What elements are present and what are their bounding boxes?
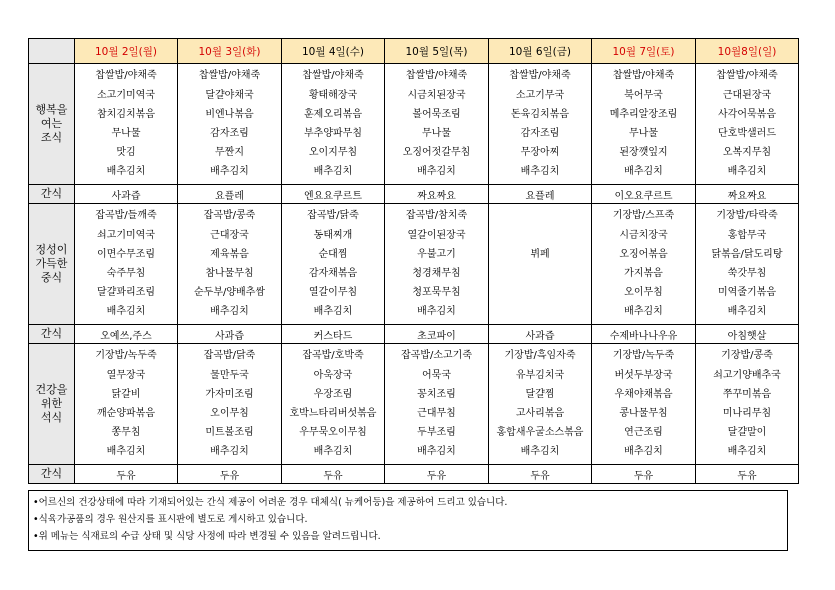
snack-1-item: 엔요요쿠르트 bbox=[282, 185, 385, 204]
snack-2-item: 오예쓰,주스 bbox=[75, 325, 178, 344]
menu-item: 비엔나볶음 bbox=[205, 108, 254, 120]
menu-item: 배추김치 bbox=[520, 446, 560, 458]
menu-item: 기장밥/콩죽 bbox=[721, 350, 773, 362]
snack-2-item: 수제바나나우유 bbox=[592, 325, 696, 344]
dinner-menu-cell bbox=[489, 344, 592, 465]
dinner-row bbox=[29, 344, 799, 465]
menu-item: 배추김치 bbox=[106, 166, 146, 178]
snack-2-item: 사과즙 bbox=[178, 325, 282, 344]
menu-item: 시금치된장국 bbox=[407, 89, 466, 101]
menu-item: 오이지무침 bbox=[308, 147, 358, 159]
breakfast-menu-cell bbox=[385, 64, 489, 185]
menu-item: 뷔페 bbox=[530, 248, 550, 260]
menu-item: 오징어젓갈무침 bbox=[402, 147, 471, 159]
lunch-label: 정성이 가득한 중식 bbox=[29, 204, 75, 325]
lunch-menu-cell bbox=[75, 204, 178, 325]
snack-2-item: 초코파이 bbox=[385, 325, 489, 344]
menu-item: 물만두국 bbox=[210, 369, 249, 381]
lunch-menu-cell bbox=[282, 204, 385, 325]
snack-3-item: 두유 bbox=[489, 465, 592, 484]
menu-item bbox=[489, 283, 591, 302]
dinner-menu-cell bbox=[385, 344, 489, 465]
menu-item: 열무장국 bbox=[106, 369, 146, 381]
menu-item: 숙주무침 bbox=[106, 268, 146, 279]
menu-item: 배추김치 bbox=[727, 166, 767, 178]
menu-item: 오복지무침 bbox=[722, 147, 772, 159]
menu-item: 기장밥/타락죽 bbox=[716, 210, 778, 222]
breakfast-menu-cell bbox=[178, 64, 282, 185]
menu-item bbox=[489, 302, 591, 321]
menu-item: 동태찌개 bbox=[313, 229, 353, 241]
menu-item: 근대된장국 bbox=[722, 89, 772, 101]
breakfast-menu-cell bbox=[282, 64, 385, 185]
menu-item: 배추김치 bbox=[417, 166, 456, 178]
menu-item: 황태해장국 bbox=[308, 89, 358, 101]
menu-item: 무나물 bbox=[111, 128, 141, 139]
menu-item: 무나물 bbox=[629, 128, 658, 139]
menu-item: 쭈꾸미볶음 bbox=[722, 388, 772, 400]
menu-item: 찹쌀밥/야채죽 bbox=[716, 70, 778, 82]
snack-1-item: 사과즙 bbox=[75, 185, 178, 204]
menu-item: 부추양파무침 bbox=[304, 128, 362, 139]
menu-item: 달걀찜 bbox=[525, 388, 555, 400]
menu-item: 배추김치 bbox=[313, 306, 353, 318]
menu-item: 잡곡밥/참치죽 bbox=[405, 210, 468, 222]
menu-item: 감자조림 bbox=[520, 128, 560, 139]
menu-item: 우불고기 bbox=[417, 248, 456, 260]
menu-item: 감자채볶음 bbox=[308, 268, 358, 279]
menu-item: 우무묵오이무침 bbox=[299, 427, 367, 439]
snack-2-item: 커스타드 bbox=[282, 325, 385, 344]
dinner-menu-cell bbox=[75, 344, 178, 465]
menu-item: 찹쌀밥/야채죽 bbox=[405, 70, 468, 82]
date-header: 10월 3일(화) bbox=[178, 39, 282, 64]
menu-item: 배추김치 bbox=[520, 166, 560, 178]
breakfast-menu-cell bbox=[592, 64, 696, 185]
dinner-menu-cell bbox=[178, 344, 282, 465]
menu-item: 가지볶음 bbox=[624, 268, 663, 279]
menu-item: 배추김치 bbox=[106, 306, 146, 318]
menu-item: 오징어볶음 bbox=[619, 248, 668, 260]
menu-item: 버섯두부장국 bbox=[614, 369, 673, 381]
note-line: •어르신의 건강상태에 따라 기재되어있는 간식 제공이 어려운 경우 대체식( 뉴케어등)을 제공하여 드리고 있습니다. bbox=[33, 497, 508, 508]
menu-item: 찹쌀밥/야채죽 bbox=[95, 70, 157, 82]
dinner-menu-cell bbox=[592, 344, 696, 465]
menu-item: 기장밥/녹두죽 bbox=[95, 350, 157, 362]
date-header: 10월 5일(목) bbox=[385, 39, 489, 64]
menu-item: 유부김치국 bbox=[515, 369, 565, 381]
menu-item: 돈육김치볶음 bbox=[511, 108, 569, 120]
snack-2-row bbox=[29, 325, 799, 344]
snack-3-item: 두유 bbox=[178, 465, 282, 484]
date-header: 10월 7일(토) bbox=[592, 39, 696, 64]
snack-1-item: 짜요짜요 bbox=[385, 185, 489, 204]
date-header: 10월8일(일) bbox=[696, 39, 799, 64]
menu-item: 달걀말이 bbox=[727, 427, 767, 439]
menu-item: 미역줄기볶음 bbox=[718, 287, 776, 299]
breakfast-menu-cell bbox=[489, 64, 592, 185]
lunch-menu-cell bbox=[696, 204, 799, 325]
menu-item: 가자미조림 bbox=[205, 388, 254, 400]
menu-item: 배추김치 bbox=[210, 166, 249, 178]
lunch-menu-cell bbox=[489, 204, 592, 325]
menu-item: 어묵국 bbox=[422, 369, 451, 381]
menu-item: 우채야채볶음 bbox=[614, 388, 673, 400]
menu-item: 잡곡밥/닭죽 bbox=[307, 210, 359, 222]
menu-item: 기장밥/녹두죽 bbox=[612, 350, 675, 362]
menu-item: 배추김치 bbox=[624, 446, 663, 458]
menu-item: 감자조림 bbox=[210, 128, 249, 139]
menu-item: 오이무침 bbox=[210, 408, 249, 419]
snack-3-item: 두유 bbox=[75, 465, 178, 484]
corner-cell bbox=[29, 39, 75, 64]
breakfast-menu-cell bbox=[696, 64, 799, 185]
lunch-menu-cell bbox=[385, 204, 489, 325]
menu-item bbox=[489, 264, 591, 283]
menu-item: 청경채무침 bbox=[412, 268, 461, 279]
snack-1-label: 간식 bbox=[29, 185, 75, 204]
menu-item bbox=[489, 226, 591, 245]
menu-item: 무짠지 bbox=[215, 147, 244, 159]
menu-item: 쇠고기양배추국 bbox=[713, 369, 781, 381]
menu-item: 쫑무침 bbox=[111, 427, 141, 439]
menu-item: 홍합새우굴소스볶음 bbox=[496, 427, 584, 439]
menu-item: 배추김치 bbox=[313, 166, 353, 178]
menu-item: 쇠고기미역국 bbox=[97, 229, 155, 241]
menu-item: 찹쌀밥/야채죽 bbox=[509, 70, 571, 82]
menu-item: 무나물 bbox=[422, 128, 451, 139]
dinner-menu-cell bbox=[696, 344, 799, 465]
menu-item: 열갈이된장국 bbox=[407, 229, 466, 241]
menu-item: 연근조림 bbox=[624, 427, 663, 439]
date-header: 10월 2일(월) bbox=[75, 39, 178, 64]
menu-item: 닭볶음/닭도리탕 bbox=[711, 248, 783, 260]
menu-item: 청포묵무침 bbox=[412, 287, 461, 299]
menu-item: 미트볼조림 bbox=[205, 427, 254, 439]
snack-1-item: 이오요쿠르트 bbox=[592, 185, 696, 204]
snack-1-item: 요플레 bbox=[489, 185, 592, 204]
menu-item: 볼어묵조림 bbox=[412, 108, 461, 120]
menu-item: 훈제오리볶음 bbox=[304, 108, 362, 120]
menu-item: 꽁치조림 bbox=[417, 388, 456, 400]
menu-item: 제육볶음 bbox=[210, 248, 249, 260]
menu-item: 순두부/양배추쌈 bbox=[194, 287, 265, 299]
date-header: 10월 4일(수) bbox=[282, 39, 385, 64]
menu-item: 사각어묵볶음 bbox=[718, 108, 776, 120]
menu-item: 배추김치 bbox=[106, 446, 146, 458]
breakfast-row bbox=[29, 64, 799, 185]
menu-item: 호박느타리버섯볶음 bbox=[289, 408, 377, 419]
menu-item: 찹쌀밥/야채죽 bbox=[302, 70, 364, 82]
menu-item: 시금치장국 bbox=[619, 229, 668, 241]
menu-item: 고사리볶음 bbox=[515, 408, 565, 419]
menu-item: 된장깻잎지 bbox=[619, 147, 668, 159]
menu-item: 배추김치 bbox=[417, 306, 456, 318]
menu-item: 배추김치 bbox=[417, 446, 456, 458]
menu-item: 순대찜 bbox=[318, 248, 348, 260]
menu-item: 이면수무조림 bbox=[97, 248, 155, 260]
menu-item: 기장밥/흑임자죽 bbox=[504, 350, 576, 362]
menu-item: 메추리알장조림 bbox=[609, 108, 678, 120]
menu-item: 두부조림 bbox=[417, 427, 456, 439]
menu-item: 맛김 bbox=[116, 147, 136, 159]
menu-item: 소고기무국 bbox=[515, 89, 565, 101]
breakfast-label: 행복을 여는 조식 bbox=[29, 64, 75, 185]
menu-item: 찹쌀밥/야채죽 bbox=[198, 70, 261, 82]
snack-3-label: 간식 bbox=[29, 465, 75, 484]
dinner-menu-cell bbox=[282, 344, 385, 465]
date-header-row bbox=[29, 39, 799, 64]
menu-item: 배추김치 bbox=[624, 306, 663, 318]
menu-item bbox=[489, 206, 591, 225]
date-header: 10월 6일(금) bbox=[489, 39, 592, 64]
note-line: •식육가공품의 경우 원산지를 표시판에 별도로 게시하고 있습니다. bbox=[33, 514, 308, 525]
menu-item: 배추김치 bbox=[210, 306, 249, 318]
snack-3-row bbox=[29, 465, 799, 484]
snack-1-row bbox=[29, 185, 799, 204]
menu-item: 잡곡밥/호박죽 bbox=[302, 350, 364, 362]
note-line: •위 메뉴는 식재료의 수급 상태 및 식당 사정에 따라 변경될 수 있음을 알려드립니다. bbox=[33, 531, 381, 542]
menu-item: 달걀야채국 bbox=[205, 89, 254, 101]
menu-item: 배추김치 bbox=[727, 306, 767, 318]
menu-item: 배추김치 bbox=[313, 446, 353, 458]
menu-item: 잡곡밥/닭죽 bbox=[203, 350, 256, 362]
menu-item: 달걀꽈리조림 bbox=[97, 287, 155, 299]
menu-item: 참나물무침 bbox=[205, 268, 254, 279]
snack-3-item: 두유 bbox=[592, 465, 696, 484]
lunch-menu-cell bbox=[592, 204, 696, 325]
menu-item: 열갈이무침 bbox=[308, 287, 358, 299]
menu-item: 기장밥/스프죽 bbox=[612, 210, 675, 222]
menu-item: 잡곡밥/소고기죽 bbox=[401, 350, 472, 362]
menu-item: 잡곡밥/콩죽 bbox=[203, 210, 256, 222]
weekly-meal-table bbox=[28, 38, 799, 484]
breakfast-menu-cell bbox=[75, 64, 178, 185]
snack-3-item: 두유 bbox=[282, 465, 385, 484]
menu-item: 미나리무침 bbox=[722, 408, 772, 419]
menu-item: 잡곡밥/들깨죽 bbox=[95, 210, 157, 222]
snack-1-item: 요플레 bbox=[178, 185, 282, 204]
menu-item: 참치김치볶음 bbox=[97, 108, 155, 120]
menu-item: 배추김치 bbox=[727, 446, 767, 458]
dinner-label: 건강을 위한 석식 bbox=[29, 344, 75, 465]
menu-item: 오이무침 bbox=[624, 287, 663, 299]
menu-item: 북어무국 bbox=[624, 89, 663, 101]
menu-item: 배추김치 bbox=[210, 446, 249, 458]
menu-item: 배추김치 bbox=[624, 166, 663, 178]
menu-item: 콩나물무침 bbox=[619, 408, 668, 419]
menu-item: 근대장국 bbox=[210, 229, 249, 241]
notes-box bbox=[28, 490, 788, 551]
snack-2-label: 간식 bbox=[29, 325, 75, 344]
menu-item: 근대무침 bbox=[417, 408, 456, 419]
menu-item: 홍합무국 bbox=[727, 229, 767, 241]
snack-3-item: 두유 bbox=[385, 465, 489, 484]
menu-item: 찹쌀밥/야채죽 bbox=[612, 70, 675, 82]
menu-item: 쑥갓무침 bbox=[727, 268, 767, 279]
snack-3-item: 두유 bbox=[696, 465, 799, 484]
menu-item: 무장아찌 bbox=[520, 147, 560, 159]
snack-2-item: 사과즙 bbox=[489, 325, 592, 344]
lunch-menu-cell bbox=[178, 204, 282, 325]
menu-item: 아욱장국 bbox=[313, 369, 353, 381]
snack-1-item: 짜요짜요 bbox=[696, 185, 799, 204]
menu-item: 깨순양파볶음 bbox=[97, 408, 155, 419]
lunch-row bbox=[29, 204, 799, 325]
menu-item: 닭갈비 bbox=[111, 388, 141, 400]
menu-item: 소고기미역국 bbox=[97, 89, 155, 101]
menu-item: 단호박샐러드 bbox=[718, 128, 776, 139]
menu-item: 우장조림 bbox=[313, 388, 353, 400]
snack-2-item: 아침햇살 bbox=[696, 325, 799, 344]
